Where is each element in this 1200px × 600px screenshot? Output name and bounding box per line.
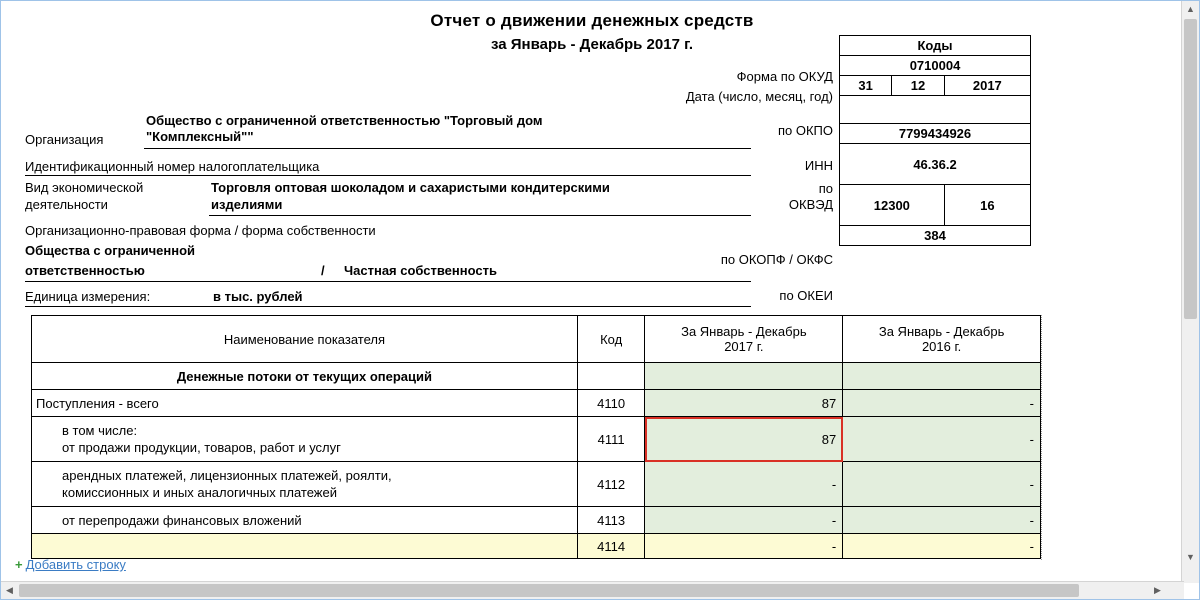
row-name: Поступления - всего bbox=[32, 390, 578, 417]
plus-icon: + bbox=[15, 557, 23, 572]
section-code-cell bbox=[577, 363, 645, 390]
current-period-line2: 2017 г. bbox=[724, 339, 764, 354]
okved-value[interactable]: 46.36.2 bbox=[840, 144, 1031, 185]
row-current-value[interactable]: 87 bbox=[645, 390, 843, 417]
vertical-scrollbar[interactable] bbox=[1181, 1, 1199, 583]
inn-value[interactable]: 7799434926 bbox=[840, 124, 1031, 144]
row-name-line2: от продажи продукции, товаров, работ и услуг bbox=[62, 440, 341, 455]
row-name bbox=[32, 417, 578, 462]
date-day-value[interactable]: 31 bbox=[840, 76, 892, 96]
row-code: 4110 bbox=[577, 390, 645, 417]
organization-underline bbox=[144, 148, 751, 149]
table-section-row bbox=[32, 363, 1041, 390]
okei-label: по ОКЕИ bbox=[779, 288, 833, 303]
row-name-line2: комиссионных и иных аналогичных платежей bbox=[62, 485, 337, 500]
okud-label: Форма по ОКУД bbox=[736, 69, 833, 84]
table-right-divider bbox=[1041, 315, 1042, 560]
okpo-row bbox=[840, 96, 1031, 124]
legal-form-value-line2[interactable]: ответственностью bbox=[25, 263, 145, 278]
vertical-scroll-thumb[interactable] bbox=[1184, 19, 1197, 319]
unit-value[interactable]: в тыс. рублей bbox=[213, 289, 303, 304]
legal-form-label: Организационно-правовая форма / форма собственности bbox=[25, 223, 376, 238]
row-current-value-selected[interactable]: 87 bbox=[645, 417, 843, 462]
section-current-cell bbox=[645, 363, 843, 390]
table-row bbox=[32, 507, 1041, 534]
row-name bbox=[32, 507, 578, 534]
row-previous-value[interactable]: - bbox=[843, 417, 1041, 462]
okud-row bbox=[840, 56, 1031, 76]
inn-row bbox=[840, 124, 1031, 144]
organization-value-line1[interactable]: Общество с ограниченной ответственностью "Торговый дом bbox=[146, 113, 543, 128]
row-name-editable[interactable] bbox=[32, 534, 578, 559]
row-name bbox=[32, 462, 578, 507]
okei-row bbox=[840, 226, 1031, 246]
taxpayer-id-label: Идентификационный номер налогоплательщика bbox=[25, 159, 320, 174]
okfs-value[interactable]: 16 bbox=[944, 185, 1030, 226]
row-previous-value[interactable]: - bbox=[843, 534, 1041, 559]
column-header-current-period bbox=[645, 316, 843, 363]
ownership-value[interactable]: Частная собственность bbox=[344, 263, 497, 278]
okopf-okfs-label: по ОКОПФ / ОКФС bbox=[720, 252, 833, 267]
okpo-value[interactable] bbox=[840, 96, 1031, 124]
row-name-line1: в том числе: bbox=[62, 423, 138, 438]
row-previous-value[interactable]: - bbox=[843, 507, 1041, 534]
activity-underline bbox=[209, 215, 751, 216]
organization-label: Организация bbox=[25, 132, 104, 147]
organization-value-line2[interactable]: "Комплексный"" bbox=[146, 129, 254, 144]
scroll-right-icon[interactable]: ▶ bbox=[1154, 585, 1161, 595]
date-label: Дата (число, месяц, год) bbox=[685, 89, 833, 104]
scroll-down-icon[interactable]: ▼ bbox=[1186, 552, 1195, 562]
scroll-left-icon[interactable]: ◀ bbox=[6, 585, 13, 595]
okopf-okfs-row bbox=[840, 185, 1031, 226]
column-header-name: Наименование показателя bbox=[32, 316, 578, 363]
legal-form-underline bbox=[25, 281, 751, 282]
codes-header-cell: Коды bbox=[840, 36, 1031, 56]
row-code[interactable]: 4114 bbox=[577, 534, 645, 559]
add-row-link-label[interactable]: Добавить строку bbox=[25, 557, 126, 572]
activity-label-line2: деятельности bbox=[25, 197, 108, 212]
okopf-value[interactable]: 12300 bbox=[840, 185, 945, 226]
row-name-line1: арендных платежей, лицензионных платежей, роялти, bbox=[62, 468, 392, 483]
add-row-control[interactable] bbox=[15, 557, 126, 572]
row-current-value[interactable]: - bbox=[645, 534, 843, 559]
column-header-code: Код bbox=[577, 316, 645, 363]
column-header-previous-period bbox=[843, 316, 1041, 363]
legal-form-value-line1[interactable]: Общества с ограниченной bbox=[25, 243, 196, 258]
okved-label-line1: по bbox=[818, 181, 833, 196]
codes-header-row bbox=[840, 36, 1031, 56]
horizontal-scrollbar[interactable] bbox=[1, 581, 1184, 599]
table-row bbox=[32, 462, 1041, 507]
table-row-new bbox=[32, 534, 1041, 559]
ownership-slash: / bbox=[321, 263, 325, 278]
okei-value[interactable]: 384 bbox=[840, 226, 1031, 246]
page-subtitle: за Январь - Декабрь 2017 г. bbox=[490, 36, 694, 53]
okved-row bbox=[840, 144, 1031, 185]
activity-value-line2[interactable]: изделиями bbox=[211, 197, 283, 212]
row-code: 4112 bbox=[577, 462, 645, 507]
scroll-up-icon[interactable]: ▲ bbox=[1186, 4, 1195, 14]
section-previous-cell bbox=[843, 363, 1041, 390]
current-period-line1: За Январь - Декабрь bbox=[681, 324, 807, 339]
row-code: 4113 bbox=[577, 507, 645, 534]
date-month-value[interactable]: 12 bbox=[892, 76, 944, 96]
table-header-row bbox=[32, 316, 1041, 363]
codes-table bbox=[839, 35, 1031, 246]
taxpayer-id-underline bbox=[25, 175, 751, 176]
unit-label: Единица измерения: bbox=[25, 289, 151, 304]
horizontal-scroll-thumb[interactable] bbox=[19, 584, 1079, 597]
cash-flow-statement-form bbox=[1, 1, 1183, 581]
date-year-value[interactable]: 2017 bbox=[944, 76, 1030, 96]
table-row bbox=[32, 390, 1041, 417]
row-current-value[interactable]: - bbox=[645, 462, 843, 507]
activity-label-line1: Вид экономической bbox=[25, 180, 144, 195]
row-current-value[interactable]: - bbox=[645, 507, 843, 534]
date-row bbox=[840, 76, 1031, 96]
page-title: Отчет о движении денежных средств bbox=[430, 11, 754, 30]
row-previous-value[interactable]: - bbox=[843, 390, 1041, 417]
row-code: 4111 bbox=[577, 417, 645, 462]
inn-label-right: ИНН bbox=[804, 158, 833, 173]
previous-period-line2: 2016 г. bbox=[921, 339, 962, 354]
table-row bbox=[32, 417, 1041, 462]
indicators-table bbox=[31, 315, 1041, 559]
activity-value-line1[interactable]: Торговля оптовая шоколадом и сахаристыми кондитерскими bbox=[211, 180, 610, 195]
previous-period-line1: За Январь - Декабрь bbox=[878, 324, 1005, 339]
unit-underline bbox=[25, 306, 751, 307]
section-title: Денежные потоки от текущих операций bbox=[32, 363, 578, 390]
okud-value[interactable]: 0710004 bbox=[840, 56, 1031, 76]
row-previous-value[interactable]: - bbox=[843, 462, 1041, 507]
okved-label-line2: ОКВЭД bbox=[788, 197, 833, 212]
okpo-label: по ОКПО bbox=[777, 123, 833, 138]
row-name-text: от перепродажи финансовых вложений bbox=[62, 512, 302, 528]
